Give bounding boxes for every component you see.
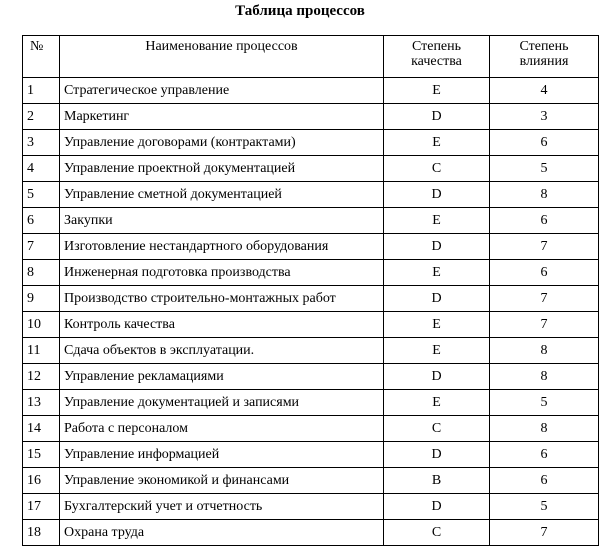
quality-degree-cell: C	[384, 416, 490, 442]
process-name-cell: Работа с персоналом	[60, 416, 384, 442]
quality-degree-cell: B	[384, 468, 490, 494]
influence-degree-cell: 4	[490, 78, 599, 104]
row-number-cell: 4	[23, 156, 60, 182]
column-header-no: №	[23, 36, 60, 78]
process-name-cell: Контроль качества	[60, 312, 384, 338]
quality-degree-cell: E	[384, 312, 490, 338]
table-row	[23, 416, 599, 442]
process-name-cell: Охрана труда	[60, 520, 384, 546]
table-row	[23, 78, 599, 104]
table-row	[23, 494, 599, 520]
column-header-name: Наименование процессов	[60, 36, 384, 78]
table-row	[23, 234, 599, 260]
quality-degree-cell: D	[384, 234, 490, 260]
influence-degree-cell: 6	[490, 442, 599, 468]
column-header-quality: Степень качества	[384, 36, 490, 78]
quality-degree-cell: E	[384, 130, 490, 156]
process-name-cell: Закупки	[60, 208, 384, 234]
influence-degree-cell: 6	[490, 130, 599, 156]
process-name-cell: Управление документацией и записями	[60, 390, 384, 416]
quality-degree-cell: D	[384, 286, 490, 312]
process-name-cell: Маркетинг	[60, 104, 384, 130]
process-name-cell: Сдача объектов в эксплуатации.	[60, 338, 384, 364]
row-number-cell: 8	[23, 260, 60, 286]
table-title: Таблица процессов	[235, 3, 365, 19]
table-row	[23, 286, 599, 312]
quality-degree-cell: E	[384, 78, 490, 104]
influence-degree-cell: 3	[490, 104, 599, 130]
process-name-cell: Управление рекламациями	[60, 364, 384, 390]
influence-degree-cell: 6	[490, 208, 599, 234]
influence-degree-cell: 5	[490, 494, 599, 520]
process-name-cell: Стратегическое управление	[60, 78, 384, 104]
header-row	[23, 36, 599, 78]
row-number-cell: 17	[23, 494, 60, 520]
quality-degree-cell: E	[384, 208, 490, 234]
quality-degree-cell: E	[384, 338, 490, 364]
row-number-cell: 7	[23, 234, 60, 260]
influence-degree-cell: 8	[490, 182, 599, 208]
process-name-cell: Производство строительно-монтажных работ	[60, 286, 384, 312]
row-number-cell: 12	[23, 364, 60, 390]
quality-degree-cell: D	[384, 442, 490, 468]
process-name-cell: Изготовление нестандартного оборудования	[60, 234, 384, 260]
process-name-cell: Управление экономикой и финансами	[60, 468, 384, 494]
table-row	[23, 182, 599, 208]
table-row	[23, 520, 599, 546]
quality-degree-cell: D	[384, 182, 490, 208]
column-header-influence: Степень влияния	[490, 36, 599, 78]
influence-degree-cell: 5	[490, 156, 599, 182]
table-row	[23, 364, 599, 390]
influence-degree-cell: 5	[490, 390, 599, 416]
row-number-cell: 15	[23, 442, 60, 468]
row-number-cell: 9	[23, 286, 60, 312]
process-name-cell: Управление информацией	[60, 442, 384, 468]
row-number-cell: 1	[23, 78, 60, 104]
row-number-cell: 13	[23, 390, 60, 416]
influence-degree-cell: 6	[490, 468, 599, 494]
influence-degree-cell: 7	[490, 520, 599, 546]
row-number-cell: 18	[23, 520, 60, 546]
influence-degree-cell: 6	[490, 260, 599, 286]
table-row	[23, 338, 599, 364]
table-row	[23, 104, 599, 130]
quality-degree-cell: C	[384, 520, 490, 546]
table-row	[23, 260, 599, 286]
row-number-cell: 16	[23, 468, 60, 494]
process-name-cell: Управление сметной документацией	[60, 182, 384, 208]
process-name-cell: Управление договорами (контрактами)	[60, 130, 384, 156]
process-name-cell: Управление проектной документацией	[60, 156, 384, 182]
quality-degree-cell: D	[384, 364, 490, 390]
row-number-cell: 2	[23, 104, 60, 130]
influence-degree-cell: 8	[490, 416, 599, 442]
process-name-cell: Бухгалтерский учет и отчетность	[60, 494, 384, 520]
table-row	[23, 390, 599, 416]
row-number-cell: 6	[23, 208, 60, 234]
quality-degree-cell: E	[384, 390, 490, 416]
table-row	[23, 130, 599, 156]
quality-degree-cell: C	[384, 156, 490, 182]
quality-degree-cell: D	[384, 494, 490, 520]
quality-degree-cell: E	[384, 260, 490, 286]
row-number-cell: 10	[23, 312, 60, 338]
table-row	[23, 156, 599, 182]
influence-degree-cell: 7	[490, 234, 599, 260]
process-table	[22, 35, 599, 546]
table-row	[23, 442, 599, 468]
process-name-cell: Инженерная подготовка производства	[60, 260, 384, 286]
table-row	[23, 312, 599, 338]
row-number-cell: 11	[23, 338, 60, 364]
influence-degree-cell: 7	[490, 312, 599, 338]
row-number-cell: 3	[23, 130, 60, 156]
influence-degree-cell: 8	[490, 338, 599, 364]
quality-degree-cell: D	[384, 104, 490, 130]
row-number-cell: 14	[23, 416, 60, 442]
table-row	[23, 208, 599, 234]
row-number-cell: 5	[23, 182, 60, 208]
influence-degree-cell: 7	[490, 286, 599, 312]
influence-degree-cell: 8	[490, 364, 599, 390]
table-row	[23, 468, 599, 494]
